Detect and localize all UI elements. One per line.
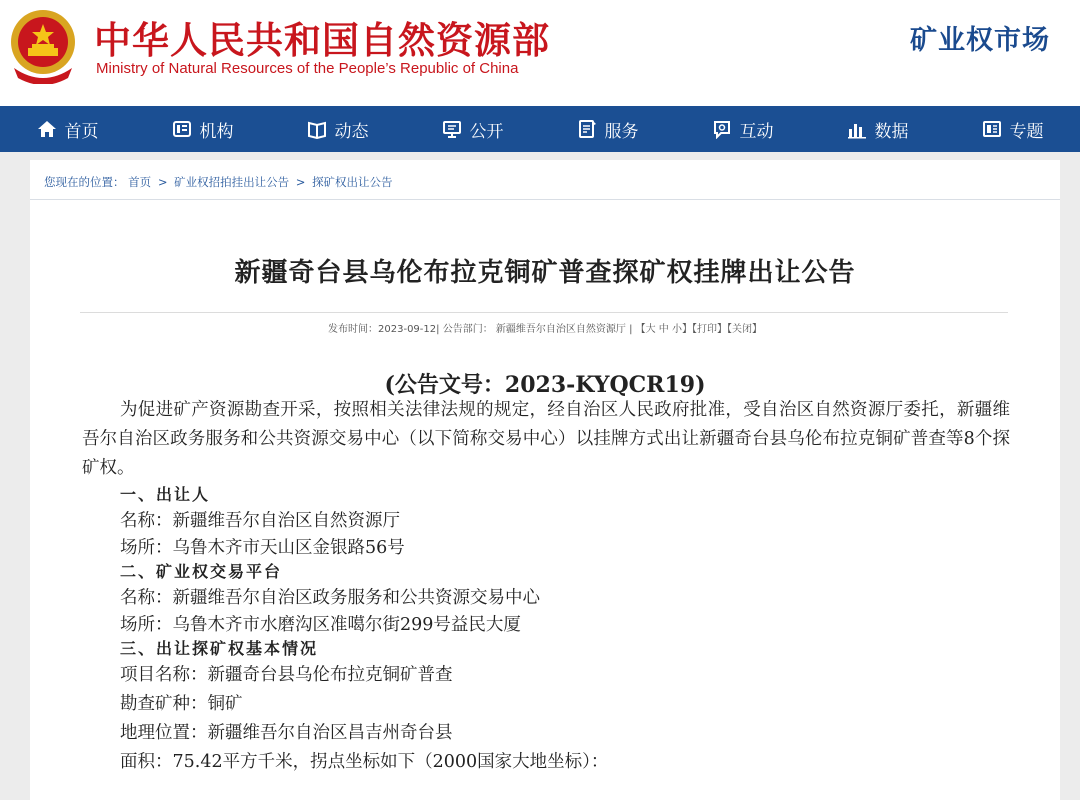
article-body <box>82 396 1010 777</box>
org-icon <box>172 119 192 139</box>
nav-label-topic: 专题 <box>1009 121 1044 142</box>
news-icon <box>307 119 327 139</box>
platform-place: 场所：乌鲁木齐市水磨沟区准噶尔街299号益民大厦 <box>120 615 521 635</box>
breadcrumb-prefix: 您现在的位置： <box>44 175 125 189</box>
intro-paragraph: 为促进矿产资源勘查开采，按照相关法律法规的规定，经自治区人民政府批准，受自治区自然资源厅委托，新疆维吾尔自治区政务服务和公共资源交易中心（以下简称交易中心）以挂牌方式出让新疆奇台县乌伦布拉克铜矿普查等8个探矿权。 <box>82 400 1010 478</box>
content-panel <box>30 160 1060 800</box>
ministry-title-en: Ministry of Natural Resources of the People’s Republic of China <box>96 60 519 77</box>
section-heading: 三、出让探矿权基本情况 <box>120 639 319 658</box>
article-title: 新疆奇台县乌伦布拉克铜矿普查探矿权挂牌出让公告 <box>234 258 856 288</box>
nav-item-news[interactable] <box>307 117 369 142</box>
section-heading: 一、出让人 <box>120 485 211 504</box>
topic-icon <box>982 119 1002 139</box>
close-button[interactable]: 【关闭】 <box>726 324 762 335</box>
mineral-type: 勘查矿种：铜矿 <box>120 694 243 714</box>
nav-label-news: 动态 <box>334 121 369 142</box>
nav-label-interact: 互动 <box>739 121 774 142</box>
nav-label-disclosure: 公开 <box>469 121 504 142</box>
nav-item-interact[interactable] <box>712 117 774 142</box>
national-emblem-icon <box>8 8 78 84</box>
nav-label-org: 机构 <box>199 121 234 142</box>
main-nav <box>0 106 1080 152</box>
nav-item-data[interactable] <box>847 117 909 142</box>
nav-item-home[interactable] <box>37 117 99 142</box>
publish-date: 2023-09-12 <box>378 324 437 335</box>
home-icon <box>37 119 57 139</box>
geo-location: 地理位置：新疆维吾尔自治区昌吉州奇台县 <box>120 723 453 743</box>
breadcrumb-divider <box>30 199 1060 200</box>
breadcrumb-home[interactable]: 首页 <box>128 175 152 189</box>
date-label: 发布时间： <box>328 324 379 335</box>
document-number: (公告文号：2023-KYQCR19) <box>384 372 706 398</box>
print-button[interactable]: 【打印】 <box>691 324 727 335</box>
market-title[interactable]: 矿业权市场 <box>910 25 1050 56</box>
disclosure-icon <box>442 119 462 139</box>
section-heading: 二、矿业权交易平台 <box>120 562 283 581</box>
chat-icon <box>712 119 732 139</box>
dept-label: 公告部门： <box>442 324 493 335</box>
nav-item-org[interactable] <box>172 117 234 142</box>
ministry-title-cn: 中华人民共和国自然资源部 <box>94 19 550 62</box>
transferor-place: 场所：乌鲁木齐市天山区金银路56号 <box>120 538 405 558</box>
nav-item-topic[interactable] <box>982 117 1044 142</box>
breadcrumb <box>44 174 393 190</box>
breadcrumb-exploration-rights[interactable]: 探矿权出让公告 <box>312 175 393 189</box>
area-info: 面积：75.42平方千米，拐点坐标如下（2000国家大地坐标）： <box>120 752 609 772</box>
nav-label-service: 服务 <box>604 121 639 142</box>
chart-icon <box>847 119 867 139</box>
font-size-toggle[interactable]: 【大 中 小】 <box>635 324 692 335</box>
meta-divider <box>80 312 1008 313</box>
site-header <box>0 0 1080 106</box>
article-meta: 发布时间：2023-09-12| 公告部门： 新疆维吾尔自治区自然资源厅 | 【大 中 小】【打印】【关闭】 <box>328 324 762 335</box>
nav-item-service[interactable] <box>577 117 639 142</box>
publish-dept: 新疆维吾尔自治区自然资源厅 <box>495 324 626 335</box>
platform-name: 名称：新疆维吾尔自治区政务服务和公共资源交易中心 <box>120 588 540 608</box>
service-icon <box>577 119 597 139</box>
nav-label-home: 首页 <box>64 121 99 142</box>
nav-item-disclosure[interactable] <box>442 117 504 142</box>
breadcrumb-separator: > <box>157 175 168 189</box>
transferor-name: 名称：新疆维吾尔自治区自然资源厅 <box>120 511 400 531</box>
breadcrumb-separator: > <box>295 175 306 189</box>
project-name: 项目名称：新疆奇台县乌伦布拉克铜矿普查 <box>120 665 453 685</box>
breadcrumb-mining-rights[interactable]: 矿业权招拍挂出让公告 <box>174 175 290 189</box>
nav-label-data: 数据 <box>874 121 909 142</box>
